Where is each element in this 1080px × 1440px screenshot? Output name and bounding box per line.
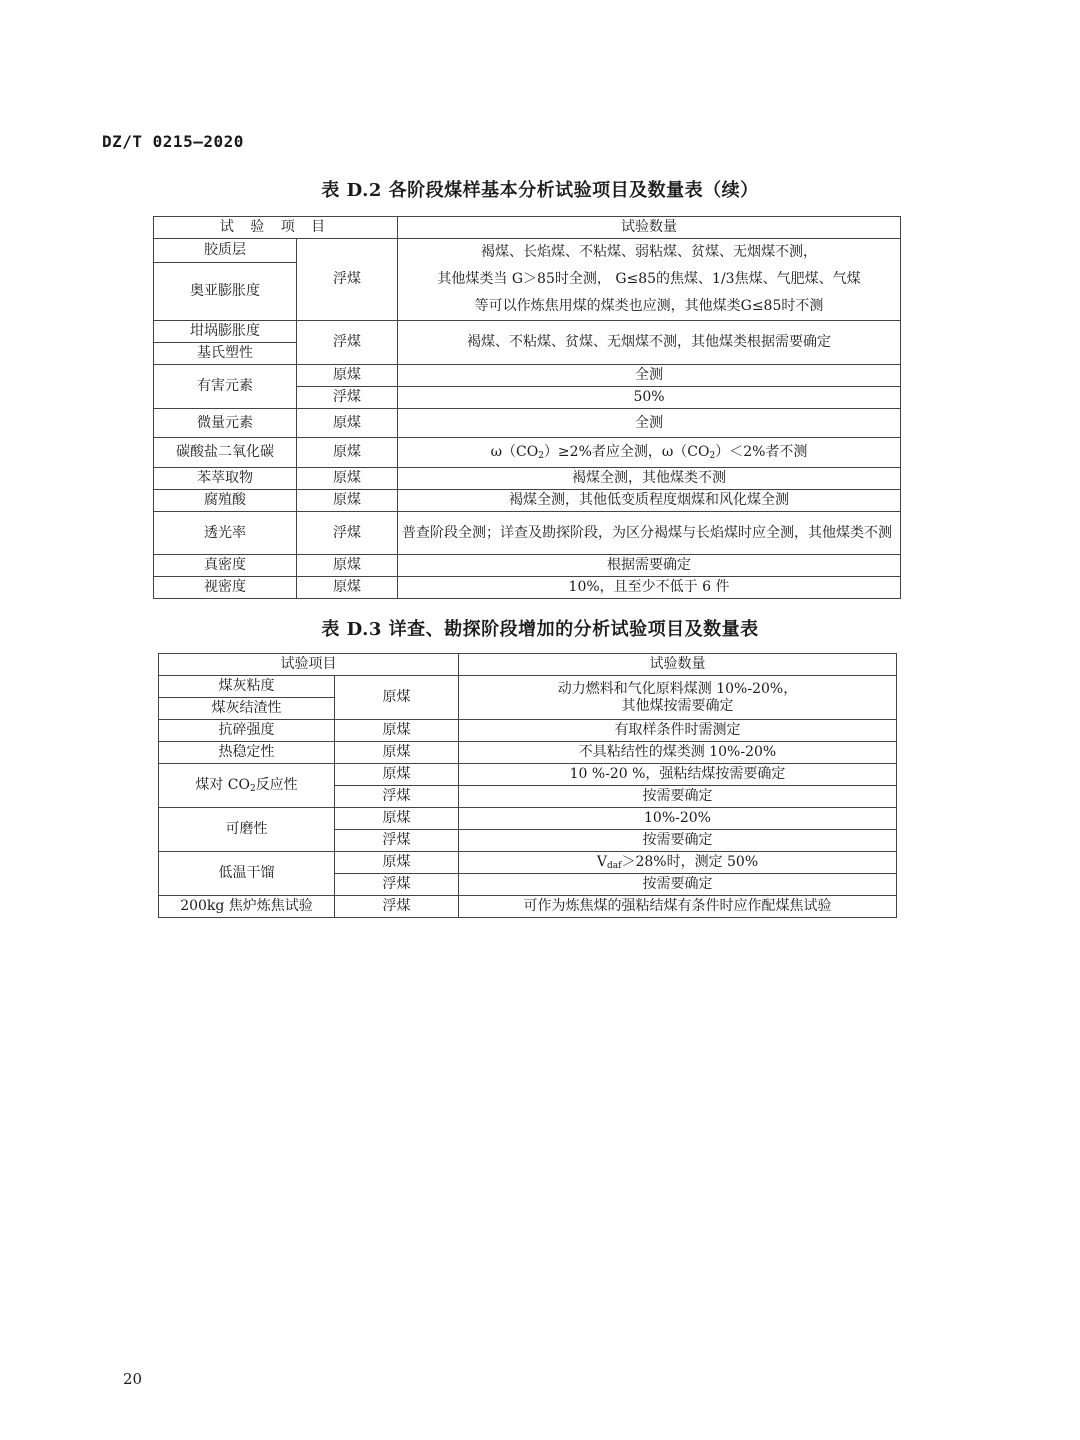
quantity-cell: 50% xyxy=(398,387,901,409)
quantity-line: 其他煤类当 G＞85时全测， G≤85的焦煤、1/3焦煤、气肥煤、气煤 xyxy=(437,271,861,287)
quantity-cell: 10%，且至少不低于 6 件 xyxy=(398,577,901,599)
table-row xyxy=(159,852,897,874)
sample-cell: 浮煤 xyxy=(297,321,398,365)
quantity-cell: 10%-20% xyxy=(459,808,897,830)
quantity-cell xyxy=(459,676,897,720)
item-cell: 视密度 xyxy=(154,577,297,599)
header-quantity: 试验数量 xyxy=(398,217,901,239)
header-item: 试验项目 xyxy=(159,654,459,676)
quantity-cell: 全测 xyxy=(398,365,901,387)
item-cell: 可磨性 xyxy=(159,808,335,852)
quantity-cell xyxy=(459,852,897,874)
sample-cell: 原煤 xyxy=(335,764,459,786)
table-row xyxy=(159,764,897,786)
sample-cell: 原煤 xyxy=(297,468,398,490)
sample-cell: 原煤 xyxy=(297,365,398,387)
quantity-cell: 10 %-20 %，强粘结煤按需要确定 xyxy=(459,764,897,786)
sample-cell: 原煤 xyxy=(297,555,398,577)
item-cell: 奥亚膨胀度 xyxy=(154,263,297,321)
subscript: 2 xyxy=(249,783,256,794)
table-d3-caption: 表 D.3 详查、勘探阶段增加的分析试验项目及数量表 xyxy=(321,619,759,640)
sample-cell: 原煤 xyxy=(297,409,398,438)
item-cell: 有害元素 xyxy=(154,365,297,409)
item-cell: 抗碎强度 xyxy=(159,720,335,742)
sample-cell: 原煤 xyxy=(335,742,459,764)
quantity-cell: 根据需要确定 xyxy=(398,555,901,577)
quantity-text: ）＜2%者不测 xyxy=(715,443,808,460)
quantity-cell: 有取样条件时需测定 xyxy=(459,720,897,742)
sample-cell: 浮煤 xyxy=(335,830,459,852)
table-row xyxy=(154,409,901,438)
item-cell: 微量元素 xyxy=(154,409,297,438)
item-text: 反应性 xyxy=(255,776,298,793)
table-d2-caption: 表 D.2 各阶段煤样基本分析试验项目及数量表（续） xyxy=(321,180,759,201)
item-cell: 基氏塑性 xyxy=(154,343,297,365)
sample-cell: 浮煤 xyxy=(297,512,398,555)
subscript: daf xyxy=(606,860,622,871)
table-row xyxy=(154,577,901,599)
subscript: 2 xyxy=(709,450,716,461)
subscript: 2 xyxy=(538,450,544,461)
sample-cell: 原煤 xyxy=(335,676,459,720)
sample-cell: 浮煤 xyxy=(335,896,459,918)
item-cell: 胶质层 xyxy=(154,239,297,263)
item-cell: 碳酸盐二氧化碳 xyxy=(154,438,297,468)
header-quantity: 试验数量 xyxy=(459,654,897,676)
table-d2 xyxy=(153,216,901,599)
item-cell xyxy=(159,764,335,808)
quantity-cell: 褐煤、不粘煤、贫煤、无烟煤不测，其他煤类根据需要确定 xyxy=(398,321,901,365)
item-cell: 低温干馏 xyxy=(159,852,335,896)
sample-cell: 原煤 xyxy=(335,808,459,830)
item-cell: 200kg 焦炉炼焦试验 xyxy=(159,896,335,918)
table-row xyxy=(154,512,901,555)
table-d3 xyxy=(158,653,897,918)
item-cell: 真密度 xyxy=(154,555,297,577)
quantity-cell: 褐煤全测，其他低变质程度烟煤和风化煤全测 xyxy=(398,490,901,512)
standard-code: DZ/T 0215—2020 xyxy=(102,132,244,151)
quantity-cell: 褐煤全测，其他煤类不测 xyxy=(398,468,901,490)
item-text: 煤对 CO xyxy=(195,776,250,793)
quantity-text: ＞28%时，测定 50% xyxy=(621,853,759,870)
quantity-text: V xyxy=(596,853,607,870)
table-row xyxy=(154,468,901,490)
page-number: 20 xyxy=(123,1370,143,1388)
quantity-cell: 可作为炼焦煤的强粘结煤有条件时应作配煤焦试验 xyxy=(459,896,897,918)
table-row xyxy=(159,896,897,918)
quantity-cell: 按需要确定 xyxy=(459,830,897,852)
item-cell: 苯萃取物 xyxy=(154,468,297,490)
table-row xyxy=(154,239,901,263)
table-row xyxy=(154,438,901,468)
quantity-line: 其他煤按需要确定 xyxy=(621,697,734,714)
table-header-row xyxy=(154,217,901,239)
item-cell: 煤灰结渣性 xyxy=(159,698,335,720)
header-item: 试 验 项 目 xyxy=(154,217,398,239)
table-row xyxy=(154,555,901,577)
quantity-cell xyxy=(398,438,901,468)
item-cell: 煤灰粘度 xyxy=(159,676,335,698)
sample-cell: 原煤 xyxy=(297,490,398,512)
table-row xyxy=(159,808,897,830)
quantity-cell: 按需要确定 xyxy=(459,786,897,808)
quantity-text: ω（CO xyxy=(490,443,539,460)
table-header-row xyxy=(159,654,897,676)
table-row xyxy=(159,742,897,764)
table-row xyxy=(154,321,901,343)
sample-cell: 原煤 xyxy=(297,577,398,599)
sample-cell: 原煤 xyxy=(335,852,459,874)
quantity-line: 等可以作炼焦用煤的煤类也应测，其他煤类G≤85时不测 xyxy=(474,298,824,314)
sample-cell: 浮煤 xyxy=(297,387,398,409)
quantity-cell: 普查阶段全测；详查及勘探阶段，为区分褐煤与长焰煤时应全测，其他煤类不测 xyxy=(398,512,901,555)
item-cell: 坩埚膨胀度 xyxy=(154,321,297,343)
sample-cell: 原煤 xyxy=(297,438,398,468)
item-cell: 腐殖酸 xyxy=(154,490,297,512)
sample-cell: 浮煤 xyxy=(335,874,459,896)
quantity-line: 褐煤、长焰煤、不粘煤、弱粘煤、贫煤、无烟煤不测， xyxy=(481,244,818,260)
sample-cell: 原煤 xyxy=(335,720,459,742)
table-row xyxy=(159,676,897,698)
table-row xyxy=(154,490,901,512)
quantity-line: 动力燃料和气化原料煤测 10%-20%， xyxy=(557,680,798,697)
sample-cell: 浮煤 xyxy=(335,786,459,808)
item-cell: 透光率 xyxy=(154,512,297,555)
item-cell: 热稳定性 xyxy=(159,742,335,764)
quantity-cell xyxy=(398,239,901,321)
table-row xyxy=(159,720,897,742)
quantity-cell: 按需要确定 xyxy=(459,874,897,896)
quantity-cell: 全测 xyxy=(398,409,901,438)
quantity-cell: 不具粘结性的煤类测 10%-20% xyxy=(459,742,897,764)
table-row xyxy=(154,365,901,387)
sample-cell: 浮煤 xyxy=(297,239,398,321)
quantity-text: ）≥2%者应全测，ω（CO xyxy=(543,443,710,460)
